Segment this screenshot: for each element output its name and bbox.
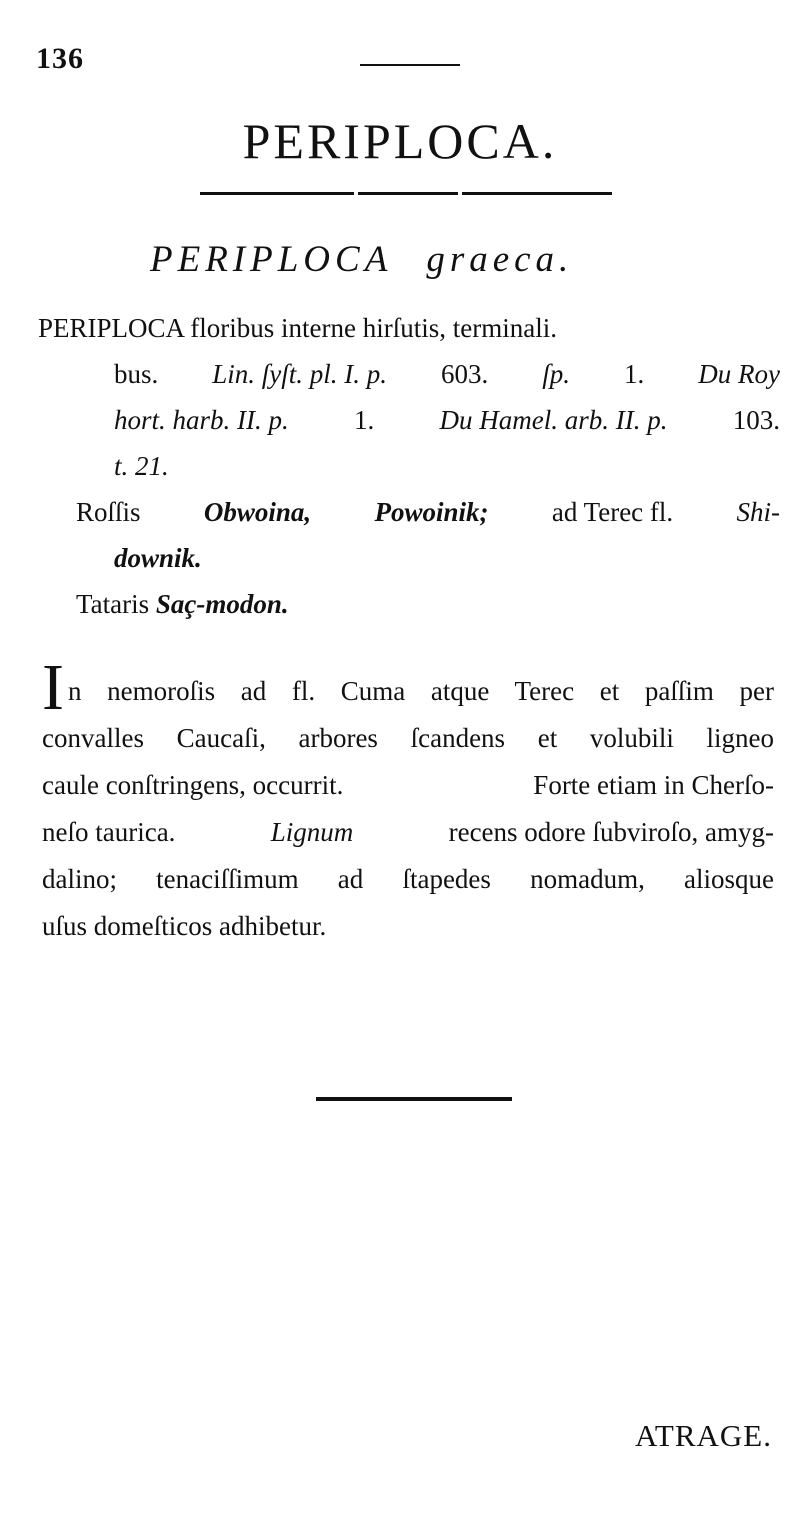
paragraph-text: convalles Caucaſi, arbores ſcandens et volubili ligneo <box>42 723 774 753</box>
entry-text: ad Terec fl. <box>551 497 674 527</box>
citation: ſp. <box>542 359 570 389</box>
paragraph-line <box>42 715 774 762</box>
paragraph-line <box>42 809 774 856</box>
title-underline <box>200 192 612 195</box>
paragraph-text: dalino; tenaciſſimum ad ſtapedes nomadum, aliosque <box>42 864 774 894</box>
entry-text: Roſſis <box>76 497 141 527</box>
description-paragraph <box>42 651 774 950</box>
entry-line <box>38 489 780 535</box>
paragraph-text: Forte etiam in Cherſo- <box>533 770 774 800</box>
citation: t. 21. <box>114 451 169 481</box>
entry-text: PERIPLOCA floribus interne hirſutis, terminali. <box>38 313 557 343</box>
synonymy-entry <box>38 305 780 627</box>
entry-line <box>38 305 780 351</box>
entry-line <box>38 397 780 443</box>
entry-line <box>38 443 780 489</box>
paragraph-line <box>42 651 774 724</box>
citation: hort. harb. II. p. <box>114 405 289 435</box>
entry-text: bus. <box>114 359 159 389</box>
species-genus: PERIPLOCA <box>150 239 393 280</box>
vernacular-name: Powoinik; <box>374 497 489 527</box>
catchword: ATRAGE. <box>634 1418 772 1453</box>
entry-text: 603. <box>440 359 489 389</box>
section-end-rule <box>316 1097 512 1101</box>
species-heading <box>150 238 573 281</box>
paragraph-line <box>42 762 774 809</box>
paragraph-text: uſus domeſticos adhibetur. <box>42 911 327 941</box>
vernacular-name: downik. <box>114 543 202 573</box>
paragraph-line <box>42 903 774 950</box>
entry-line <box>38 581 780 627</box>
page-number: 136 <box>36 42 84 75</box>
paragraph-text: neſo taurica. <box>42 817 176 847</box>
entry-text: 103. <box>732 405 780 435</box>
paragraph-text: n nemoroſis ad fl. Cuma atque Terec et paſſim per <box>67 676 774 706</box>
species-epithet: graeca. <box>426 239 574 280</box>
vernacular-name: Shi- <box>736 497 780 527</box>
vernacular-name: Saç-modon. <box>155 589 289 619</box>
entry-line <box>38 351 780 397</box>
vernacular-name: Obwoina, <box>203 497 312 527</box>
entry-line <box>38 535 780 581</box>
entry-text: 1. <box>623 359 645 389</box>
drop-cap: I <box>42 651 64 724</box>
entry-text: Tataris <box>76 589 150 619</box>
citation: Du Roy <box>698 359 780 389</box>
citation: Du Hamel. arb. II. p. <box>439 405 668 435</box>
citation: Lin. ſyſt. pl. I. p. <box>212 359 387 389</box>
entry-text: 1. <box>354 405 375 435</box>
paragraph-text: recens odore ſubviroſo, amyg- <box>448 817 774 847</box>
paragraph-italic: Lignum <box>270 817 354 847</box>
paragraph-text: caule conſtringens, occurrit. <box>42 770 344 800</box>
paragraph-line <box>42 856 774 903</box>
top-rule <box>360 64 460 66</box>
page-title: PERIPLOCA. <box>242 113 558 169</box>
